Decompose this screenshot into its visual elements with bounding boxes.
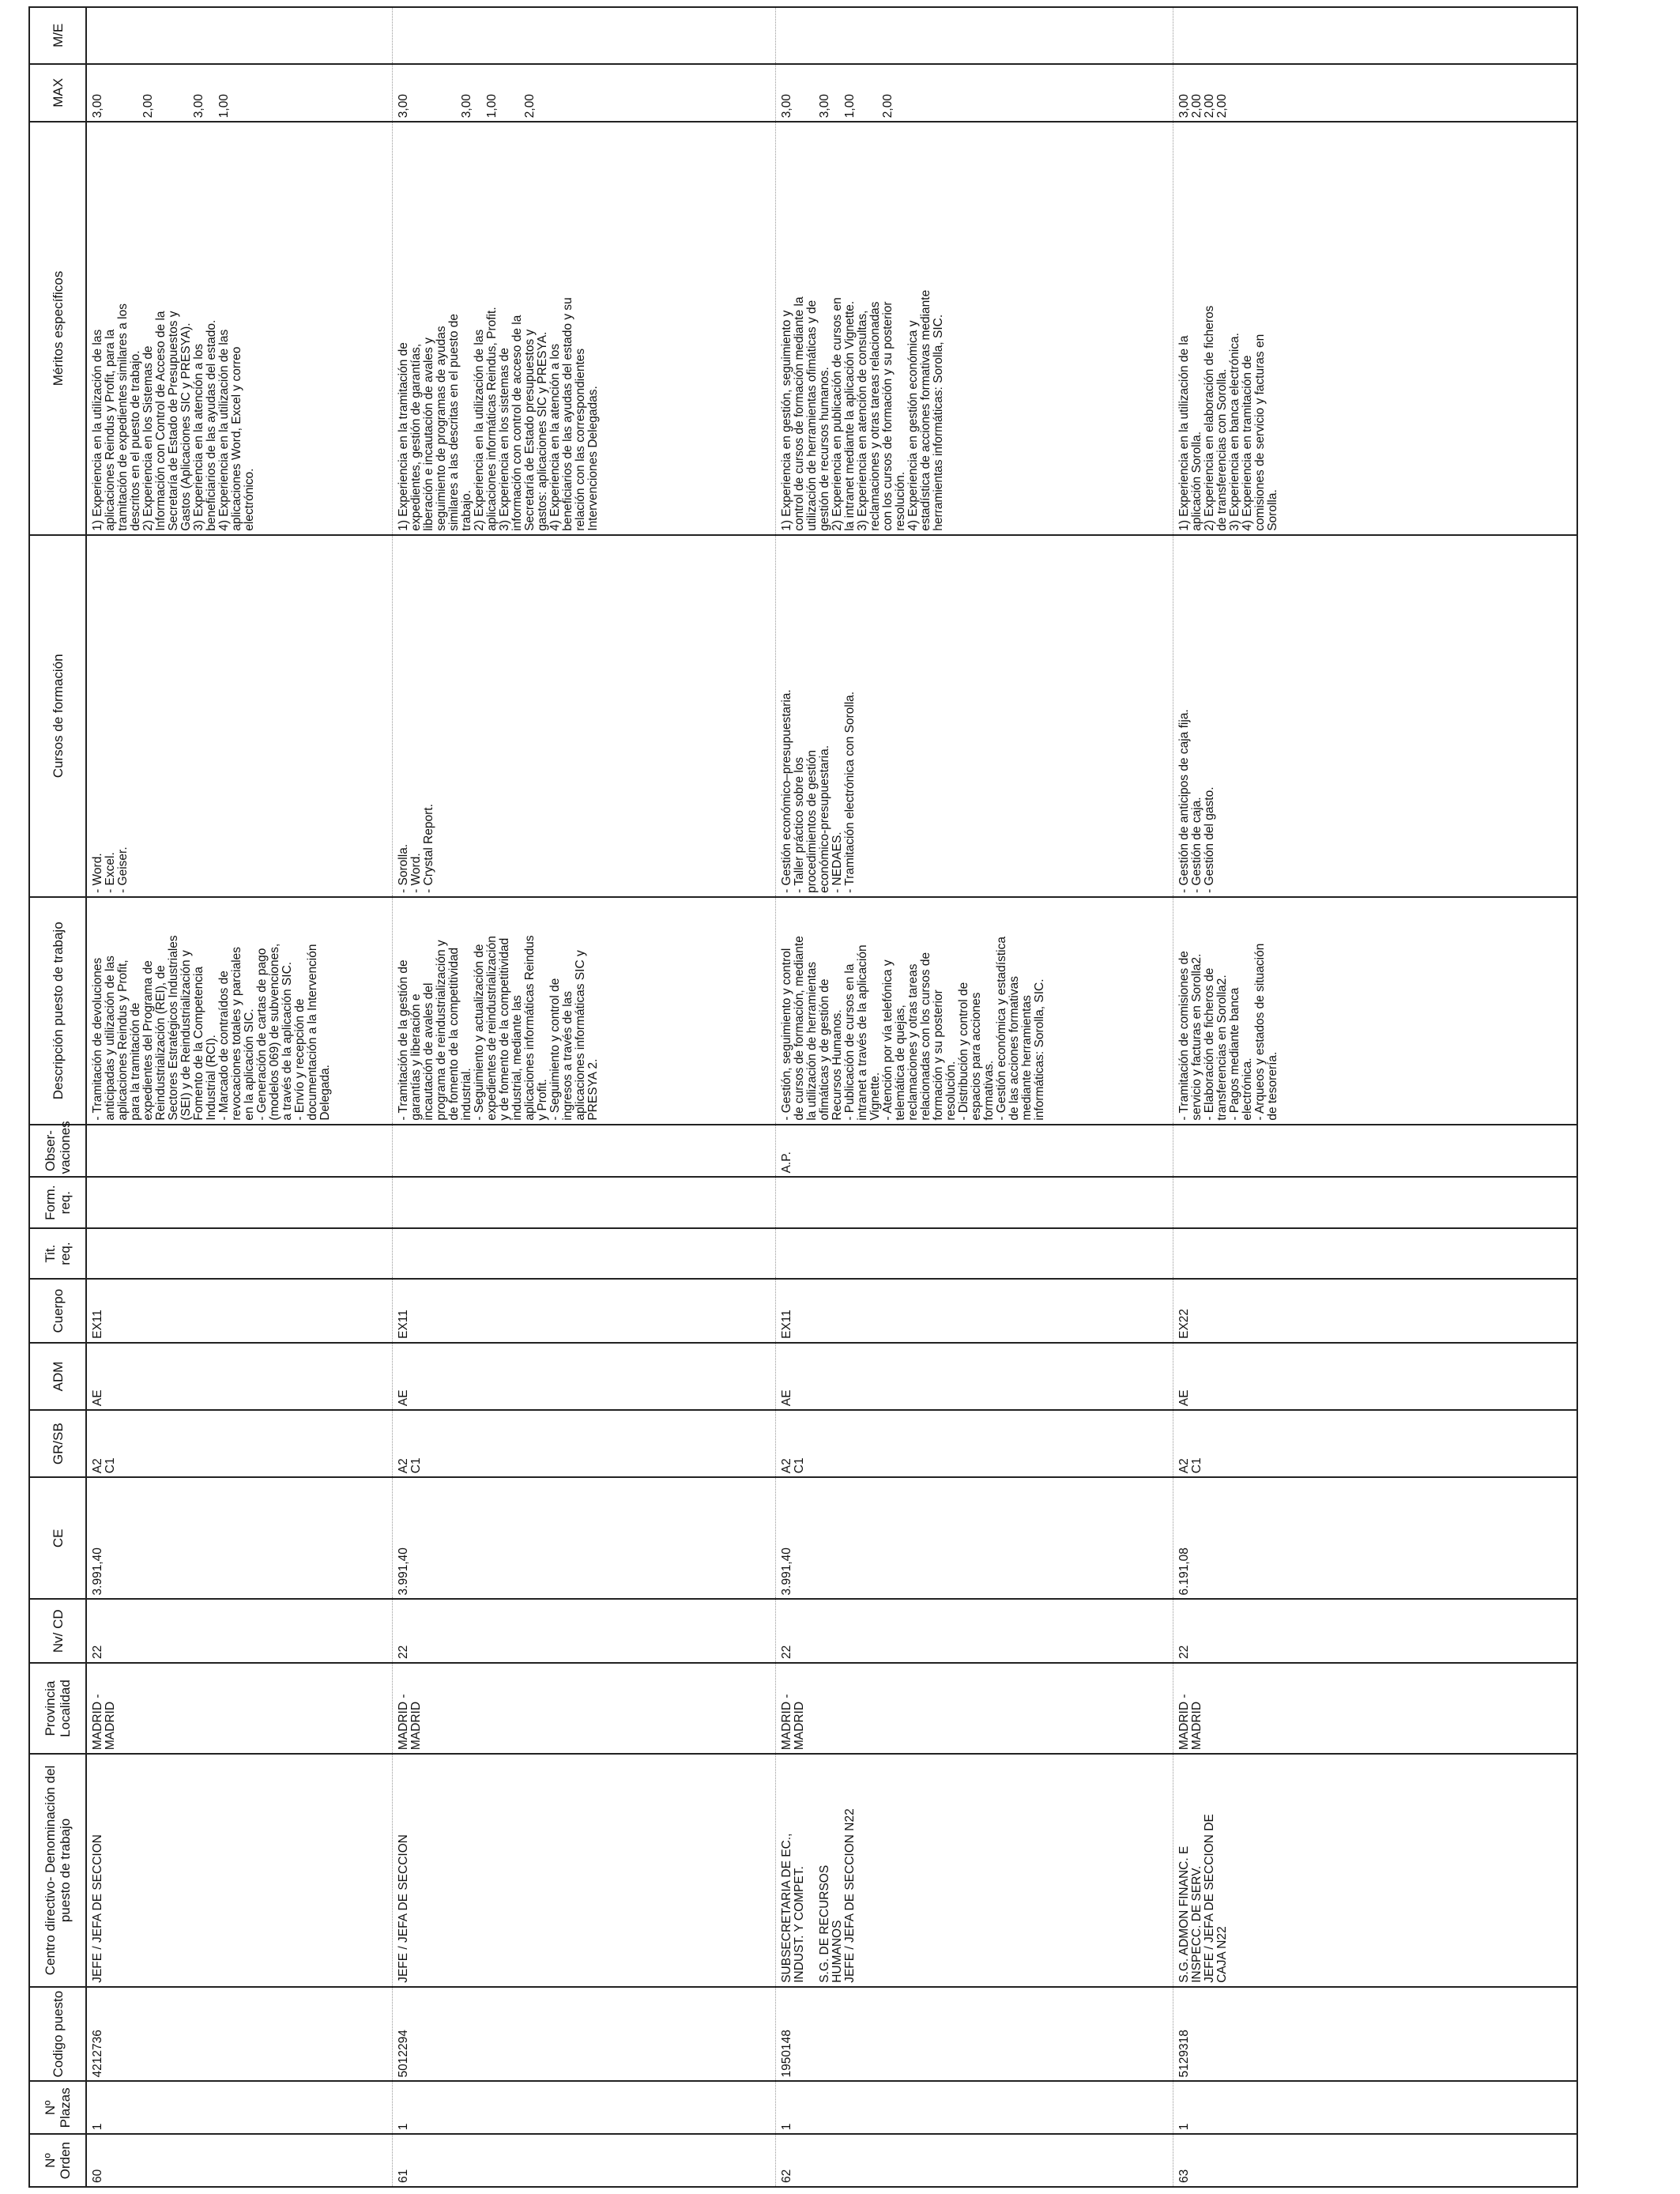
table-row	[86, 7, 393, 2187]
cell-cursos: - Gestión económico–presupuestaria. - Taller práctico sobre los procedimientos de gestión económico-presupuestaria. - NEDAES. - Tramitación electrónica con Sorolla.	[776, 535, 1173, 897]
denominacion: JEFE / JEFA DE SECCION	[397, 1834, 410, 1983]
cell-tit	[393, 1228, 776, 1279]
cell-descripcion: - Tramitación de la gestión de garantías y liberación e incautación de avales del programa de reindustrialización y de fomento de la competitividad industrial. - Seguimiento y actualización de expedientes de reindustrialización y de fomento de la competitividad industrial, mediante las aplicaciones informáticas Reindus y Profit. - Seguimiento y control de ingresos a través de las aplicaciones informáticas SIC y PRESYA 2.	[393, 897, 776, 1125]
cell-orden: 62	[776, 2134, 1173, 2187]
cell-adm: AE	[86, 1343, 393, 1410]
header-cuerpo: Cuerpo	[29, 1279, 86, 1343]
cell-nivel: 22	[776, 1599, 1173, 1663]
cell-cuerpo: EX22	[1173, 1279, 1578, 1343]
cell-orden: 60	[86, 2134, 393, 2187]
cell-obs	[1173, 1125, 1578, 1178]
cell-plazas: 1	[776, 2082, 1173, 2135]
cell-me	[393, 7, 776, 64]
cell-codigo: 5012294	[393, 1987, 776, 2082]
cell-grupo: A2 C1	[776, 1410, 1173, 1477]
cell-grupo: A2 C1	[86, 1410, 393, 1477]
cell-adm: AE	[393, 1343, 776, 1410]
cell-ce: 3.991,40	[393, 1477, 776, 1599]
denominacion: JEFE / JEFA DE SECCION N22	[843, 1808, 857, 1983]
cell-adm: AE	[1173, 1343, 1578, 1410]
centro-directivo: S.G. ADMON FINANC. E INSPECC. DE SERV.	[1177, 1845, 1203, 1983]
cell-ce: 3.991,40	[776, 1477, 1173, 1599]
cell-codigo: 5129318	[1173, 1987, 1578, 2082]
cell-ce: 6.191,08	[1173, 1477, 1578, 1599]
cell-descripcion: - Tramitación de comisiones de servicio y facturas en Sorolla2. - Elaboración de ficheros de transferencias en Sorolla2. - Pagos mediante banca electrónica. - Arqueos y estados de situación de tesorería.	[1173, 897, 1578, 1125]
cell-codigo: 1950148	[776, 1987, 1173, 2082]
cell-nivel: 22	[1173, 1599, 1578, 1663]
cell-max: 3,00 3,00 1,00 2,00	[776, 64, 1173, 123]
cell-meritos: 1) Experiencia en gestión, seguimiento y control de cursos de formación mediante la utilización de herramientas ofimáticas y de gestión de recursos humanos. 2) Experiencia en publicación de cursos en la intranet mediante la aplicación Vignette. 3) Experiencia en atención de consultas, reclamaciones y otras tareas relacionadas con los cursos de formación y su posterior resolución. 4) Experiencia en gestión económica y estadística de acciones formativas mediante herramientas informáticas: Sorolla, SIC.	[776, 122, 1173, 535]
table-row	[393, 7, 776, 2187]
cell-plazas: 1	[86, 2082, 393, 2135]
cell-cuerpo: EX11	[393, 1279, 776, 1343]
denominacion: JEFE / JEFA DE SECCION DE CAJA N22	[1203, 1814, 1229, 1983]
cell-tit	[86, 1228, 393, 1279]
cell-adm: AE	[776, 1343, 1173, 1410]
header-codigo: Codigo puesto	[29, 1987, 86, 2082]
cell-descripcion: - Gestión, seguimiento y control de cursos de formación, mediante la utilización de herramientas ofimáticas y de gestión de Recursos Humanos. - Publicación de cursos en la intranet a través de la aplicación Vignette. - Atención por vía telefónica y telemática de quejas, reclamaciones y otras tareas relacionadas con los cursos de formación y su posterior resolución. - Distribución y control de espacios para acciones formativas. - Gestión económica y estadística de las acciones formativas mediante herramientas informáticas: Sorolla, SIC.	[776, 897, 1173, 1125]
vacancies-table	[28, 6, 1578, 2188]
table-body	[86, 7, 1577, 2187]
cell-form	[86, 1177, 393, 1227]
header-meritos: Méritos específicos	[29, 122, 86, 535]
cell-centro	[393, 1754, 776, 1987]
header-ce: CE	[29, 1477, 86, 1599]
centro-directivo: SUBSECRETARIA DE EC., INDUST. Y COMPET. S.G. DE RECURSOS HUMANOS	[780, 1833, 844, 1983]
cell-me	[776, 7, 1173, 64]
cell-provincia: MADRID - MADRID	[393, 1663, 776, 1754]
cell-obs	[393, 1125, 776, 1178]
table-row	[776, 7, 1173, 2187]
cell-tit	[776, 1228, 1173, 1279]
header-cursos: Cursos de formación	[29, 535, 86, 897]
header-descripcion: Descripción puesto de trabajo	[29, 897, 86, 1125]
cell-descripcion: - Tramitación de devoluciones anticipadas y utilización de las aplicaciones Reindus y Profit, para la tramitación de expedientes del Programa de Reindustrialización (REI), de Sectores Estratégicos Industriales (SEI) y de Reindustrialización y Fomento de la Competencia Industrial (RCI). - Marcado de contraídos de revocaciones totales y parciales en la aplicación SIC. - Generación de cartas de pago (modelos 069) de subvenciones, a través de la aplicación SIC. - Envío y recepción de documentación a la Intervención Delegada.	[86, 897, 393, 1125]
header-orden: Nº Orden	[29, 2134, 86, 2187]
cell-form	[393, 1177, 776, 1227]
cell-form	[1173, 1177, 1578, 1227]
cell-cuerpo: EX11	[86, 1279, 393, 1343]
cell-meritos: 1) Experiencia en la tramitación de expedientes, gestión de garantías, liberación e incautación de avales y seguimiento de programas de ayudas similares a las descritas en el puesto de trabajo. 2) Experiencia en la utilización de las aplicaciones informáticas Reindus, Profit. 3) Experiencia en los sistemas de información con control de acceso de la Secretaría de Estado presupuestos y gastos: aplicaciones SIC y PRESYA. 4) Experiencia en la atención a los beneficiarios de las ayudas del estado y su relación con las correspondientes Intervenciones Delegadas.	[393, 122, 776, 535]
header-me: M/E	[29, 7, 86, 64]
cell-me	[1173, 7, 1578, 64]
cell-grupo: A2 C1	[1173, 1410, 1578, 1477]
table-header	[29, 7, 86, 2187]
cell-grupo: A2 C1	[393, 1410, 776, 1477]
cell-provincia: MADRID - MADRID	[1173, 1663, 1578, 1754]
cell-form	[776, 1177, 1173, 1227]
header-adm: ADM	[29, 1343, 86, 1410]
cell-nivel: 22	[393, 1599, 776, 1663]
header-centro: Centro directivo- Denominación del puesto de trabajo	[29, 1754, 86, 1987]
cell-meritos: 1) Experiencia en la utilización de las aplicaciones Reindus y Profit, para la tramitación de expedientes similares a los descritos en el puesto de trabajo. 2) Experiencia en los Sistemas de Información con Control de Acceso de la Secretaría de Estado de Presupuestos y Gastos (Aplicaciones SIC y PRESYA). 3) Experiencia en la atención a los beneficiarios de las ayudas del estado. 4) Experiencia en la utilización de las aplicaciones Word, Excel y correo electrónico.	[86, 122, 393, 535]
cell-max: 3,00 2,00 2,00 2,00	[1173, 64, 1578, 123]
cell-provincia: MADRID - MADRID	[776, 1663, 1173, 1754]
cell-orden: 63	[1173, 2134, 1578, 2187]
header-obs: Obser- vaciones	[29, 1125, 86, 1178]
cell-plazas: 1	[1173, 2082, 1578, 2135]
header-form: Form. req.	[29, 1177, 86, 1227]
cell-centro	[776, 1754, 1173, 1987]
header-plazas: Nº Plazas	[29, 2082, 86, 2135]
cell-ce: 3.991,40	[86, 1477, 393, 1599]
table-row	[1173, 7, 1578, 2187]
cell-me	[86, 7, 393, 64]
header-provincia: Provincia Localidad	[29, 1663, 86, 1754]
cell-obs	[86, 1125, 393, 1178]
cell-centro	[1173, 1754, 1578, 1987]
header-tit: Tit. req.	[29, 1228, 86, 1279]
cell-tit	[1173, 1228, 1578, 1279]
cell-cuerpo: EX11	[776, 1279, 1173, 1343]
cell-nivel: 22	[86, 1599, 393, 1663]
cell-codigo: 4212736	[86, 1987, 393, 2082]
cell-max: 3,00 3,00 1,00 2,00	[393, 64, 776, 123]
header-nivel: Nv/ CD	[29, 1599, 86, 1663]
cell-meritos: 1) Experiencia en la utilización de la aplicación Sorolla. 2) Experiencia en elaboración de ficheros de transferencias con Sorolla. 3) Experiencia en banca electrónica. 4) Experiencia en tramitación de comisiones de servicio y facturas en Sorolla.	[1173, 122, 1578, 535]
cell-centro	[86, 1754, 393, 1987]
cell-orden: 61	[393, 2134, 776, 2187]
denominacion: JEFE / JEFA DE SECCION	[91, 1834, 104, 1983]
header-max: MAX	[29, 64, 86, 123]
cell-max: 3,00 2,00 3,00 1,00	[86, 64, 393, 123]
cell-cursos: - Gestión de anticipos de caja fija. - Gestión de caja. - Gestión del gasto.	[1173, 535, 1578, 897]
cell-plazas: 1	[393, 2082, 776, 2135]
cell-cursos: - Sorolla. - Word. - Crystal Report.	[393, 535, 776, 897]
cell-provincia: MADRID - MADRID	[86, 1663, 393, 1754]
cell-obs: A.P.	[776, 1125, 1173, 1178]
header-grupo: GR/SB	[29, 1410, 86, 1477]
cell-cursos: - Word. - Excel. - Geiser.	[86, 535, 393, 897]
